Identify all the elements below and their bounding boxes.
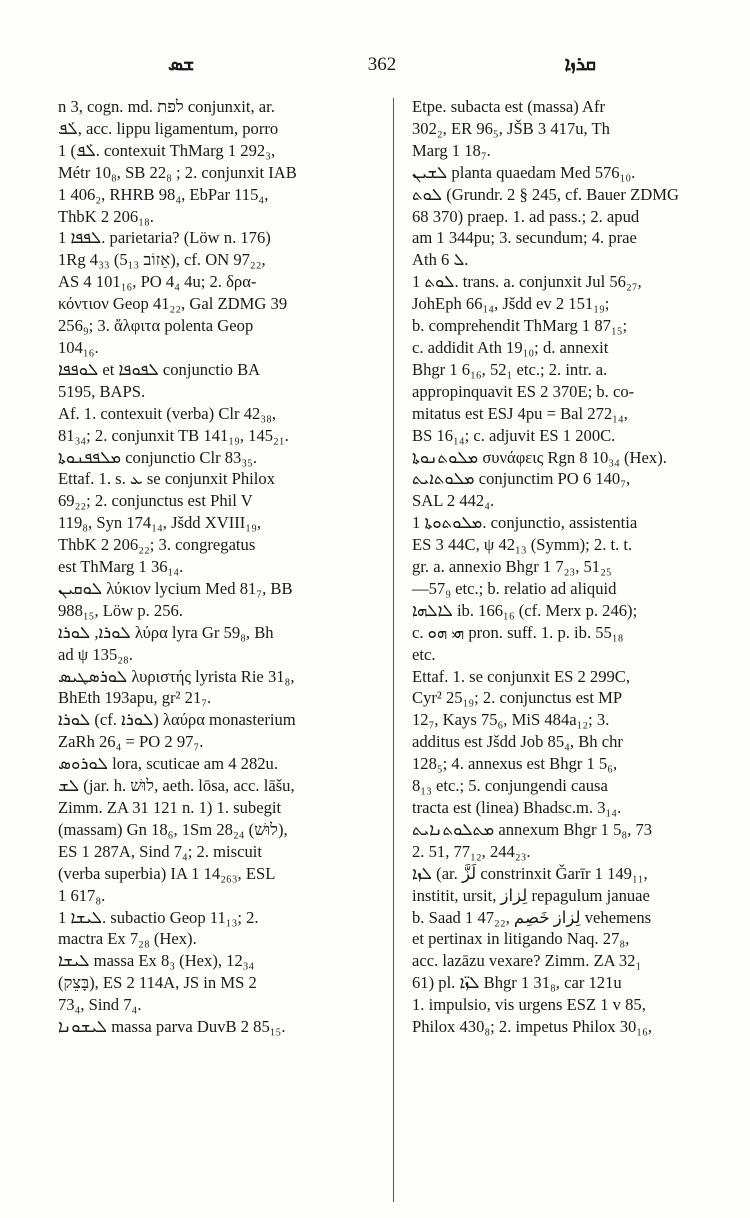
dictionary-entry bbox=[412, 863, 737, 907]
entry-line: (verba superbia) IA 1 14₂₆₃, ESL bbox=[58, 863, 276, 883]
entry-line: 1. impulsio, vis urgens ESZ 1 v 85, bbox=[412, 995, 646, 1015]
entry-line: ܠܘܦܦܐ et ܠܦܘܦܐ conjunctio BA bbox=[58, 359, 261, 379]
dictionary-entry bbox=[58, 709, 376, 753]
entry-line: ZaRh 26₄ = PO 2 97₇. bbox=[58, 732, 204, 752]
entry-line: appropinquavit ES 2 370E; b. co- bbox=[412, 381, 635, 401]
column-divider bbox=[393, 98, 394, 1202]
dictionary-entry bbox=[412, 184, 737, 272]
entry-line: BS 16₁₄; c. adjuvit ES 1 200C. bbox=[412, 425, 616, 445]
entry-line: ܠܘܬ (Grundr. 2 § 245, cf. Bauer ZDMG bbox=[412, 184, 679, 204]
entry-line: ܡܠܘܬܐܝܬ conjunctim PO 6 140₇, bbox=[412, 469, 631, 489]
entry-line: 5195, BAPS. bbox=[58, 381, 146, 401]
entry-line: Ath ܠ 6. bbox=[412, 250, 469, 270]
entry-line: ܡܠܘܬܘܬܐ 1. conjunctio, assistentia bbox=[412, 513, 638, 533]
entry-line: 1 617₈. bbox=[58, 885, 106, 905]
entry-line: SAL 2 442₄. bbox=[412, 491, 495, 511]
entry-line: ܠܝܫܘܢܐ massa parva DuvB 2 85₁₅. bbox=[58, 1017, 286, 1037]
entry-line: Af. 1. contexuit (verba) Clr 42₃₈, bbox=[58, 403, 277, 423]
right-column bbox=[412, 96, 737, 1038]
entry-line: institit, ursit, لِزاز repagulum januae bbox=[412, 885, 650, 905]
dictionary-entry bbox=[58, 622, 376, 666]
entry-line: ܠܫܝܢ planta quaedam Med 576₁₀. bbox=[412, 162, 636, 182]
entry-line: ܠܙܐ (ar. لَزَّ constrinxit Ǧarīr 1 149₁₁, bbox=[412, 863, 648, 883]
entry-line: gr. a. annexio Bhgr 1 7₂₃, 51₂₅ bbox=[412, 557, 612, 577]
entry-line: 1 406₂, RHRB 98₄, EbPar 115₄, bbox=[58, 184, 269, 204]
dictionary-entry bbox=[58, 468, 376, 578]
dictionary-entry bbox=[58, 227, 376, 358]
entry-line: tracta est (linea) Bhadsc.m. 3₁₄. bbox=[412, 798, 622, 817]
entry-line: ܠܘܪܐ (cf. ܠܘܪܐ) λαύρα monasterium bbox=[58, 710, 296, 730]
entry-line: ܠܝܫܐ 1. subactio Geop 11₁₃; 2. bbox=[58, 907, 259, 927]
dictionary-entry bbox=[412, 907, 737, 1038]
entry-line: am 1 344pu; 3. secundum; 4. prae bbox=[412, 228, 637, 248]
dictionary-entry bbox=[58, 950, 376, 1016]
entry-line: 68 370) praep. 1. ad pass.; 2. apud bbox=[412, 206, 640, 226]
dictionary-entry bbox=[412, 447, 737, 469]
entry-line: ܠܘܬ 1. trans. a. conjunxit Jul 56₂₇, bbox=[412, 272, 642, 292]
entry-line: 73₄, Sind 7₄. bbox=[58, 995, 142, 1015]
dictionary-entry bbox=[412, 162, 737, 184]
page-number: 362 bbox=[367, 54, 397, 75]
entry-line: ThbK 2 206₁₈. bbox=[58, 206, 154, 226]
dictionary-entry bbox=[58, 359, 376, 403]
entry-line: JohEph 66₁₄, Jšdd ev 2 151₁₉; bbox=[412, 294, 610, 314]
entry-line: est ThMarg 1 36₁₄. bbox=[58, 557, 184, 577]
dictionary-entry bbox=[412, 96, 737, 162]
left-column bbox=[58, 96, 376, 1038]
entry-line: ܠܰܦ, acc. lippu ligamentum, porro bbox=[58, 118, 279, 138]
entry-line: —57₉ etc.; b. relatio ad aliquid bbox=[412, 578, 617, 598]
entry-line: ܠܘܪܘܣ lora, scuticae am 4 282u. bbox=[58, 754, 278, 774]
dictionary-entry bbox=[58, 775, 376, 906]
entry-line: Cyr² 25₁₉; 2. conjunctus est MP bbox=[412, 688, 623, 708]
entry-line: κόντιον Geop 41₂₂, Gal ZDMG 39 bbox=[58, 294, 288, 314]
entry-line: Ettaf. 1. se conjunxit ES 2 299C, bbox=[412, 666, 631, 686]
dictionary-entry bbox=[58, 907, 376, 951]
entry-line: b. Saad 1 47₂₂, لِزاز خَصِم vehemens bbox=[412, 907, 652, 927]
entry-line: Métr 10₈, SB 22₈ ; 2. conjunxit IAB bbox=[58, 162, 297, 182]
entry-line: ThbK 2 206₂₂; 3. congregatus bbox=[58, 535, 256, 555]
entry-line: ܠܘܩܝܢ λύκιον lycium Med 81₇, BB bbox=[58, 578, 293, 598]
page-header bbox=[58, 54, 706, 82]
entry-line: n 3, cogn. md. לפת conjunxit, ar. bbox=[58, 97, 275, 116]
entry-line: (בָּצֵק), ES 2 114A, JS in MS 2 bbox=[58, 973, 257, 993]
entry-line: c. addidit Ath 19₁₀; d. annexit bbox=[412, 337, 609, 357]
entry-line: 81₃₄; 2. conjunxit TB 141₁₉, 145₂₁. bbox=[58, 425, 289, 445]
entry-line: 2. 51, 77₁₂, 244₂₃. bbox=[412, 841, 531, 861]
header-right-syriac: ܩܪܙܐ bbox=[564, 54, 596, 75]
entry-line: c. ܗܝ ܗܘ pron. suff. 1. p. ib. 55₁₈ bbox=[412, 622, 624, 642]
entry-line: ES 1 287A, Sind 7₄; 2. miscuit bbox=[58, 841, 263, 861]
entry-line: 69₂₂; 2. conjunctus est Phil V bbox=[58, 491, 253, 511]
entry-line: Etpe. subacta est (massa) Afr bbox=[412, 97, 606, 116]
entry-line: ܡܬܠܘܬܢܐܝܬ annexum Bhgr 1 5₈, 73 bbox=[412, 819, 653, 839]
dictionary-entry bbox=[58, 578, 376, 622]
entry-line: AS 4 101₁₆, PO 4₄ 4u; 2. δρα- bbox=[58, 272, 257, 292]
entry-line: et pertinax in litigando Naq. 27₈, bbox=[412, 929, 630, 949]
entry-line: ad ψ 135₂₈. bbox=[58, 644, 133, 664]
entry-line: 302₂, ER 96₅, JŠB 3 417u, Th bbox=[412, 118, 610, 138]
entry-line: mactra Ex 7₂₈ (Hex). bbox=[58, 929, 197, 949]
dictionary-entry bbox=[58, 96, 376, 227]
entry-line: 1Rg 4₃₃ (5₁₃ אֵזוֹב), cf. ON 97₂₂, bbox=[58, 250, 266, 270]
entry-line: acc. lazāzu vexare? Zimm. ZA 32₁ bbox=[412, 951, 642, 971]
entry-line: 61) pl. ܠܙ̈ܐ Bhgr 1 31₈, car 121u bbox=[412, 973, 622, 993]
entry-line: ES 3 44C, ψ 42₁₃ (Symm); 2. t. t. bbox=[412, 535, 633, 555]
dictionary-entry bbox=[58, 666, 376, 710]
entry-line: Bhgr 1 6₁₆, 52₁ etc.; 2. intr. a. bbox=[412, 359, 608, 379]
dictionary-entry bbox=[412, 819, 737, 863]
entry-line: 8₁₃ etc.; 5. conjungendi causa bbox=[412, 776, 608, 796]
entry-line: 988₁₅, Löw p. 256. bbox=[58, 600, 183, 620]
entry-line: BhEth 193apu, gr² 21₇. bbox=[58, 688, 212, 708]
dictionary-entry bbox=[412, 512, 737, 622]
entry-line: ܠܘܪܣܛܝܣ λυριστής lyrista Rie 31₈, bbox=[58, 666, 295, 686]
entry-line: additus est Jšdd Job 85₄, Bh chr bbox=[412, 732, 623, 752]
dictionary-entry bbox=[58, 1016, 376, 1038]
entry-line: Marg 1 18₇. bbox=[412, 140, 491, 160]
entry-line: ܡܠܦܦܢܘܬܐ conjunctio Clr 83₃₅. bbox=[58, 447, 258, 467]
entry-line: 256₉; 3. ἄλφιτα polenta Geop bbox=[58, 316, 254, 336]
entry-line: Philox 430₈; 2. impetus Philox 30₁₆, bbox=[412, 1017, 653, 1037]
entry-line: mitatus est ESJ 4pu = Bal 272₁₄, bbox=[412, 403, 628, 423]
entry-line: (massam) Gn 18₆, 1Sm 28₂₄ (לוּשׁ), bbox=[58, 819, 288, 839]
entry-line: ܠܦܦܐ 1. parietaria? (Löw n. 176) bbox=[58, 228, 271, 248]
header-left-syriac: ܫܣ bbox=[168, 54, 195, 75]
dictionary-entry bbox=[58, 753, 376, 775]
entry-line: 128₅; 4. annexus est Bhgr 1 5₆, bbox=[412, 754, 618, 774]
entry-line: ܠܝܫܐ massa Ex 8₃ (Hex), 12₃₄ bbox=[58, 951, 255, 971]
dictionary-entry bbox=[412, 468, 737, 512]
entry-line: etc. bbox=[412, 644, 436, 664]
entry-line: b. comprehendit ThMarg 1 87₁₅; bbox=[412, 316, 628, 336]
dictionary-entry bbox=[412, 666, 737, 819]
entry-line: ܠܫ (jar. h. לוּשׁ, aeth. lōsa, acc. lāšu, bbox=[58, 776, 295, 796]
entry-line: 12₇, Kays 75₆, MiS 484a₁₂; 3. bbox=[412, 710, 610, 730]
entry-line: 119₈, Syn 174₁₄, Jšdd XVIII₁₉, bbox=[58, 513, 262, 533]
entry-line: Zimm. ZA 31 121 n. 1) 1. subegit bbox=[58, 798, 282, 817]
entry-line: Ettaf. 1. s. ܥ se conjunxit Philox bbox=[58, 469, 275, 489]
entry-line: ܠܘܪܐ, ܠܘܪܐ λύρα lyra Gr 59₈, Bh bbox=[58, 622, 274, 642]
dictionary-entry bbox=[412, 271, 737, 446]
entry-line: ܠܐܠܗܐ ib. 166₁₆ (cf. Merx p. 246); bbox=[412, 600, 638, 620]
dictionary-entry bbox=[58, 403, 376, 447]
entry-line: ܠܰܦ) 1. contexuit ThMarg 1 292₃, bbox=[58, 140, 276, 160]
dictionary-entry bbox=[412, 622, 737, 666]
entry-line: 104₁₆. bbox=[58, 337, 99, 357]
entry-line: ܡܠܘܬܢܘܬܐ συνάφεις Rgn 8 10₃₄ (Hex). bbox=[412, 447, 667, 467]
dictionary-entry bbox=[58, 447, 376, 469]
